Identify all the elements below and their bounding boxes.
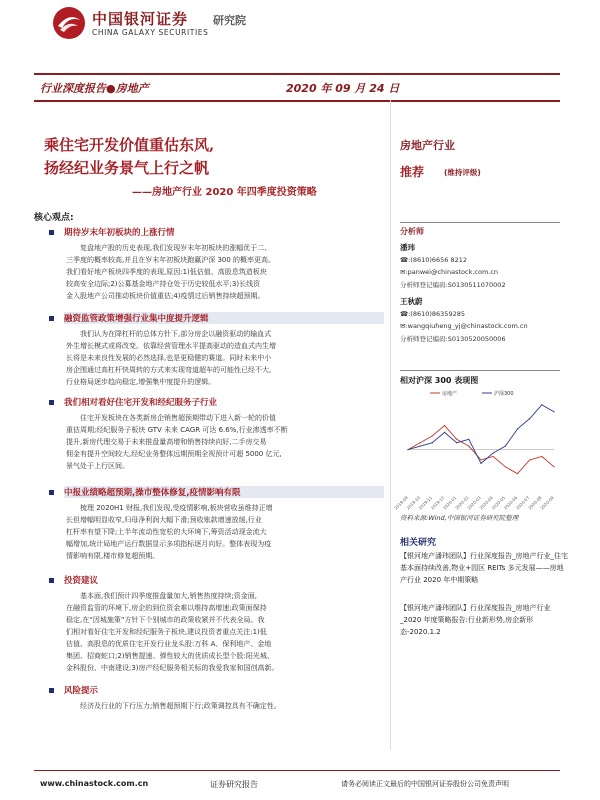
chart-data-point bbox=[420, 446, 421, 447]
chart-data-point bbox=[493, 452, 494, 453]
section-title: 我们相对看好住宅开发和经纪服务子行业 bbox=[64, 398, 218, 408]
section-body: 住宅开发板块在各类新房企销售超预期带动下进入新一轮的价值 重估周期;经纪服务子板块 GTV 未来 CAGR 可达 6.6%,行业渗透率不断 提升,新房代理交易于未来推盘量高增和销售持续向好,二手房交易 佣金有提升空间较大,经纪业务整体远期预期全视预计可超 5000 亿元, 景气处于上行区间。 bbox=[66, 414, 288, 470]
chart-data-point bbox=[456, 442, 457, 443]
galaxy-logo-icon bbox=[52, 6, 86, 40]
logo-chinese: 中国银河证券 bbox=[92, 10, 189, 28]
chart-data-point bbox=[432, 442, 433, 443]
analyst-phone: ☎:(8610)6656 8212 bbox=[400, 256, 468, 264]
chart-x-tick-label: 2020-09 bbox=[539, 495, 555, 511]
chart-data-point bbox=[493, 456, 494, 457]
chart-data-point bbox=[505, 466, 506, 467]
analyst-phone: ☎:(8610)86359285 bbox=[400, 310, 465, 318]
related-research-item[interactable]: 【银河地产潘玮团队】行业深度报告_房地产行业_2020 年度策略报告:行业新形势,房企新形态-2020.1.2 bbox=[400, 604, 551, 636]
header-top-rule bbox=[34, 73, 560, 75]
chart-data-point bbox=[505, 446, 506, 447]
recommendation: 推荐 bbox=[400, 165, 425, 179]
sidebar-rule bbox=[400, 370, 560, 371]
chart-data-point bbox=[517, 473, 518, 474]
chart-series-line bbox=[408, 405, 554, 463]
footer-disclaimer: 请务必阅读正文最后的中国银河证券股份公司免责声明 bbox=[341, 780, 509, 788]
industry-name: 房地产行业 bbox=[400, 139, 455, 152]
chart-data-point bbox=[529, 418, 530, 419]
chart-x-tick-label: 2019-09 bbox=[393, 495, 409, 511]
report-title-line2: 扬经纪业务景气上行之帆 bbox=[44, 159, 210, 177]
section-body: 梳理 2020H1 财报,我们发现,受疫情影响,板块营收虽维持正增 长但增幅明显收窄,归母净利润大幅下滑;预收账款增速放缓,行业 杠杆率有望下降;上半年流动性宽松的大环境下,筹资活动现金流大 幅增加,统计局地产运行数据显示多项指标逐月向好。整体表现为疫 情影响有限,楼市修复超预期。 bbox=[66, 504, 273, 560]
section-title: 风险提示 bbox=[64, 686, 99, 696]
chart-data-point bbox=[517, 428, 518, 429]
related-research-item[interactable]: 【银河地产潘玮团队】行业深度报告_房地产行业_住宅基本面持续改善,物业+园区 REITs 多元发展——房地产行业 2020 年中期策略 bbox=[400, 552, 568, 584]
chart-data-point bbox=[553, 411, 554, 412]
section-bullet bbox=[49, 400, 54, 405]
analyst-email[interactable]: ✉:panwei@chinastock.com.cn bbox=[400, 268, 499, 276]
analyst-license: 分析师登记编码:S0130511070002 bbox=[400, 281, 506, 289]
column-divider bbox=[390, 100, 391, 750]
chart-data-point bbox=[529, 459, 530, 460]
chart-data-point bbox=[420, 442, 421, 443]
analyst-email[interactable]: ✉:wangqiuheng_yj@chinastock.com.cn bbox=[400, 322, 528, 330]
chart-data-point bbox=[541, 404, 542, 405]
section-title: 期待岁末年初板块的上涨行情 bbox=[64, 228, 175, 238]
chart-x-tick-label: 2020-06 bbox=[502, 495, 519, 511]
report-date: 2020 年 09 月 24 日 bbox=[286, 82, 400, 95]
chart-data-point bbox=[444, 432, 445, 433]
chart-data-point bbox=[468, 439, 469, 440]
footer-rule bbox=[34, 770, 560, 771]
section-bullet bbox=[49, 316, 54, 321]
chart-title: 相对沪深 300 表现图 bbox=[400, 376, 479, 385]
footer-doc-type: 证券研究报告 bbox=[210, 780, 258, 789]
report-type: 行业深度报告●房地产 bbox=[40, 82, 149, 95]
header-bottom-rule bbox=[34, 100, 560, 102]
rating-note: (维持评级) bbox=[444, 168, 481, 177]
chart-legend-label: 房地产 bbox=[442, 391, 458, 397]
chart-x-tick-label: 2019-11 bbox=[417, 495, 434, 511]
section-bullet bbox=[49, 688, 54, 693]
chart-x-tick-label: 2020-07 bbox=[515, 495, 531, 511]
logo-english: CHINA GALAXY SECURITIES bbox=[92, 28, 209, 37]
sidebar-rule bbox=[400, 222, 560, 223]
chart-data-point bbox=[541, 456, 542, 457]
section-body: 基本面,我们预计四季度推盘量加大,销售热度持续;资金面, 在融资监管的环境下,房企的到位资金难以维持高增速;政策面保持 稳定,在“因城施策”方针下个别城市的政策收紧并不代表全局。我 们相对看好住宅开发和经纪服务子板块,建议投资者重点关注:1)低 估值、高股息的优质住宅开发行业龙头股:万科 A、保利地产、金地 集团、招商蛇口;2)销售提速、弹性较大的优质成长型个股:阳光城、 金科股份、中南建设;3)房产经纪服务相关标的我爱我家和国创高新。 bbox=[66, 592, 279, 672]
chart-data-point bbox=[407, 449, 408, 450]
chart-legend-label: 沪深300 bbox=[494, 391, 514, 397]
chart-source: 资料来源:Wind,中国银河证券研究院整理 bbox=[400, 514, 519, 522]
chart-data-point bbox=[553, 466, 554, 467]
section-title: 中报业绩略超预期,操市整体修复,疫情影响有限 bbox=[64, 486, 384, 498]
chart-data-point bbox=[456, 439, 457, 440]
core-views-label: 核心观点: bbox=[34, 213, 74, 223]
section-body: 我们认为在降杠杆的总体方针下,部分房企以融资驱动的输血式 外生增长模式或将改变。依靠经营管理水平提高驱动的造血式内生增 长将是未来良性发展的必然选择,也是更稳健的赛道。同时未来中小 房企围通过高杠杆快周转的方式来实现弯道超车的可能性已经不大, 行业格局逐步趋向稳定,增强集中度提升的逻辑。 bbox=[66, 330, 276, 386]
chart-x-tick-label: 2020-08 bbox=[527, 495, 543, 511]
chart-x-tick-label: 2020-03 bbox=[466, 495, 482, 511]
chart-data-point bbox=[468, 446, 469, 447]
report-title-line1: 乘住宅开发价值重估东风, bbox=[44, 136, 215, 154]
analyst-name: 王秋蔚 bbox=[400, 297, 423, 306]
section-body: 经济及行业的下行压力;销售超预期下行;政策调控具有不确定性。 bbox=[80, 702, 281, 710]
chart-data-point bbox=[444, 425, 445, 426]
section-title: 投资建议 bbox=[64, 576, 99, 586]
analyst-label: 分析师 bbox=[400, 227, 424, 236]
section-bullet bbox=[49, 490, 54, 495]
chart-x-tick-label: 2019-10 bbox=[405, 495, 421, 511]
footer-url[interactable]: www.chinastock.com.cn bbox=[40, 779, 149, 788]
report-subtitle: ——房地产行业 2020 年四季度投资策略 bbox=[132, 187, 317, 198]
chart-data-point bbox=[480, 459, 481, 460]
analyst-license: 分析师登记编码:S0130520050006 bbox=[400, 335, 506, 343]
logo-institute: 研究院 bbox=[213, 14, 246, 27]
section-bullet bbox=[49, 578, 54, 583]
section-title: 融资监管政策增强行业集中度提升逻辑 bbox=[64, 312, 384, 324]
section-bullet bbox=[49, 230, 54, 235]
chart-x-tick-label: 2019-12 bbox=[429, 495, 446, 511]
chart-x-tick-label: 2020-05 bbox=[490, 495, 507, 511]
chart-data-point bbox=[480, 463, 481, 464]
section-body: 复盘地产股的历史表现,我们发现岁末年初板块的涨幅优于二、 三季度的概率较高,并且在岁末年初板块跑赢沪深 300 的概率更高。 我们看好地产板块四季度的表现,原因:1)低估值、高股息筑造板块 较高安全边际;2)公募基金地产持仓处于历史较低水平;3)长线资 金入股地产公司推动板块价值重估;4)疫情过后销售持续超预期。 bbox=[66, 244, 276, 300]
chart-x-tick-label: 2020-02 bbox=[454, 495, 470, 511]
chart-x-tick-label: 2020-04 bbox=[478, 495, 494, 511]
analyst-name: 潘玮 bbox=[400, 243, 415, 252]
chart-x-tick-label: 2020-01 bbox=[442, 495, 458, 511]
relative-performance-chart bbox=[393, 388, 558, 511]
chart-data-point bbox=[432, 435, 433, 436]
related-research-title: 相关研究 bbox=[400, 538, 437, 548]
